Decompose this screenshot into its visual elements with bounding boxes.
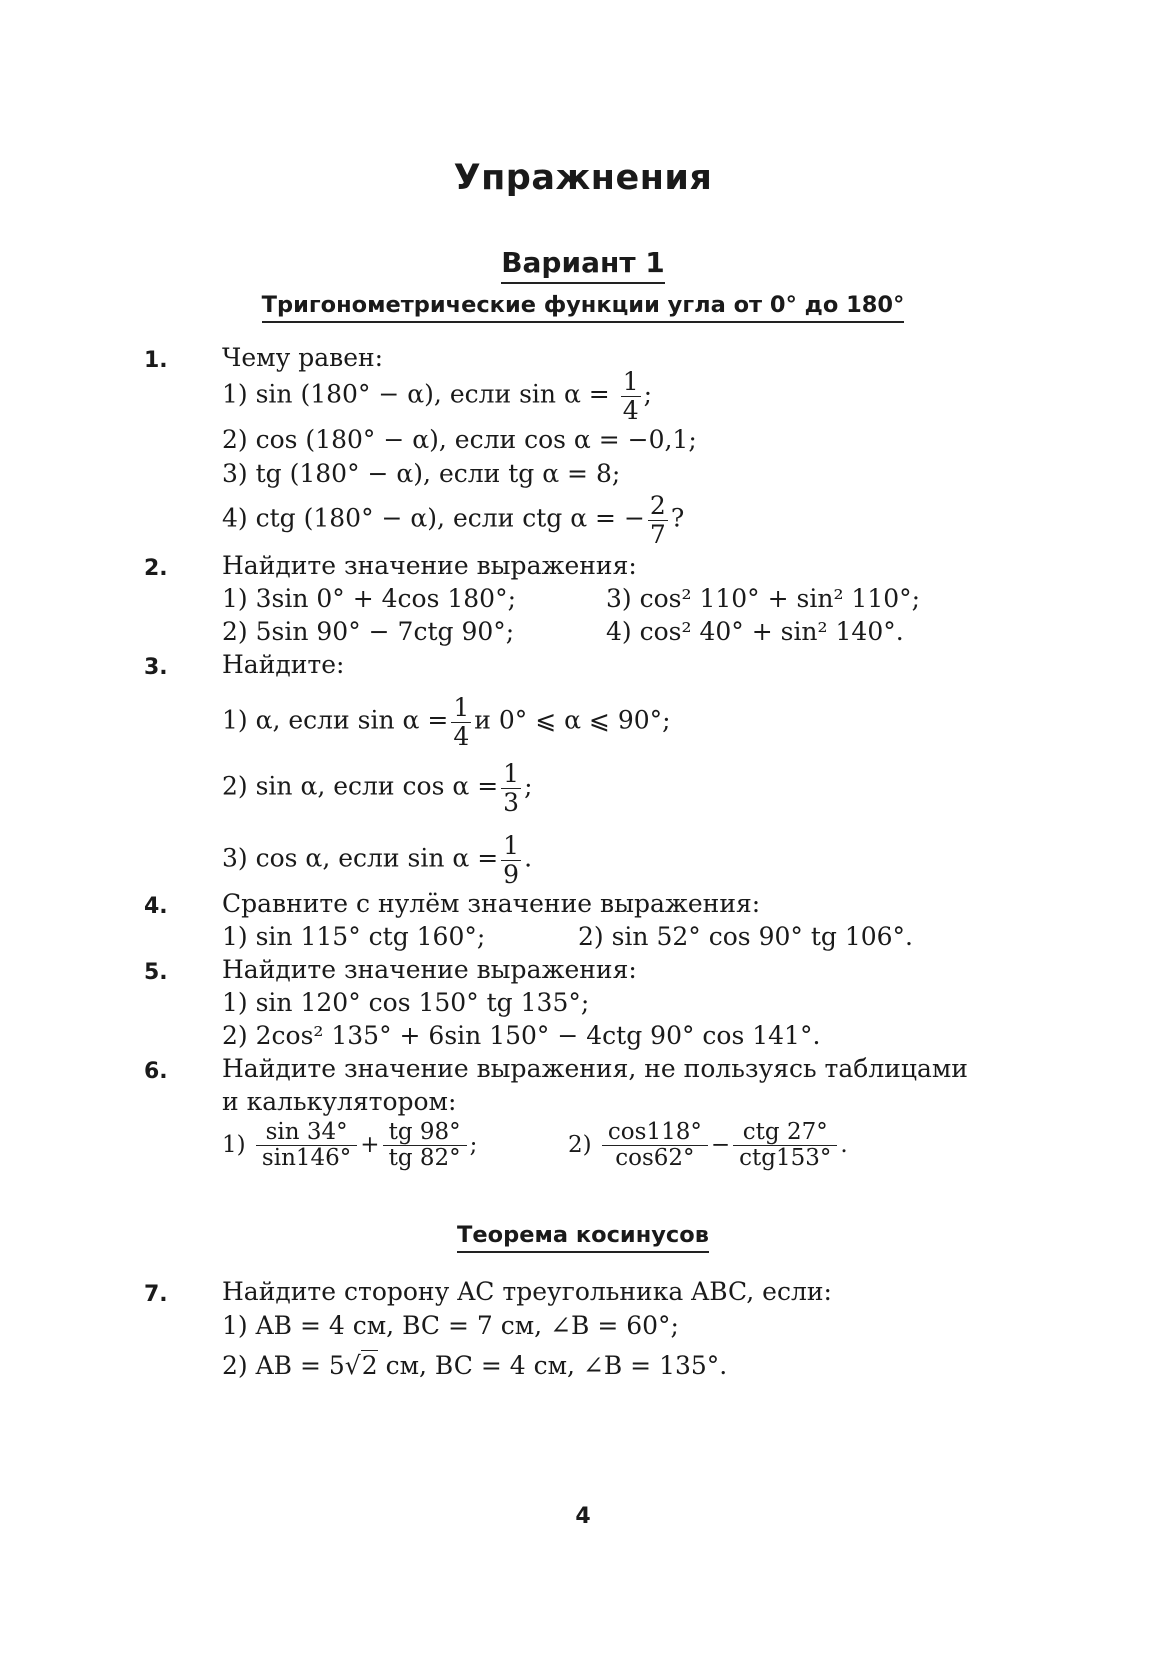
exercise-7-item-1: 1) AB = 4 см, BC = 7 см, ∠B = 60°; (222, 1311, 679, 1340)
exercise-1-item-1: 1) sin (180° − α), если sin α = $\frac{1}{4}$ ; (222, 367, 653, 425)
fraction: $\frac{\cos 118^\circ}{\cos 62^\circ}$ (602, 1120, 708, 1172)
exercise-5-intro: Найдите значение выражения: (222, 955, 637, 984)
exercise-3-item-1: 1) α, если sin α = $\frac{1}{4}$ и 0° ⩽ α ⩽ 90°; (222, 693, 671, 751)
exercise-5-item-2: 2) 2cos² 135° + 6sin 150° − 4ctg 90° cos 141°. (222, 1021, 821, 1050)
exercise-5-item-1: 1) sin 120° cos 150° tg 135°; (222, 988, 590, 1017)
section-heading-cosine (0, 1222, 1166, 1248)
fraction: $\frac{1}{9}$ (503, 831, 520, 889)
exercise-1-intro: Чему равен: (222, 343, 384, 372)
exercise-1-item-3: 3) tg (180° − α), если tg α = 8; (222, 459, 621, 488)
exercise-2-item-1: 1) 3sin 0° + 4cos 180°; (222, 584, 517, 613)
exercise-1-item-2: 2) cos (180° − α), если cos α = −0,1; (222, 425, 697, 454)
section-label: Теорема косинусов (457, 1222, 709, 1253)
exercise-2-item-4: 4) cos² 40° + sin² 140°. (606, 617, 904, 646)
page-number: 4 (575, 1504, 591, 1529)
exercise-6-intro-line-2: и калькулятором: (222, 1087, 457, 1116)
exercise-6-intro-line-1: Найдите значение выражения, не пользуясь таблицами (222, 1054, 968, 1083)
fraction: $\frac{\sin 34^\circ}{\sin 146^\circ}$ (256, 1120, 357, 1172)
fraction: $\frac{\text{ctg 27°}}{\text{ctg153°}}$ (733, 1120, 837, 1172)
exercise-number: 5. (144, 960, 168, 985)
fraction: $\frac{1}{4}$ (453, 693, 470, 751)
exercise-6-item-2: 2) $\frac{\cos 118^\circ}{\cos 62^\circ}$ − $\frac{\text{ctg 27°}}{\text{ctg153°}}$ . (568, 1119, 848, 1172)
section-label: Тригонометрические функции угла от 0° до 180° (262, 292, 905, 323)
exercise-number: 7. (144, 1282, 168, 1307)
exercise-number: 3. (144, 655, 168, 680)
exercise-4-item-1: 1) sin 115° ctg 160°; (222, 922, 486, 951)
exercise-2-intro: Найдите значение выражения: (222, 551, 637, 580)
exercise-2-item-2: 2) 5sin 90° − 7ctg 90°; (222, 617, 515, 646)
exercise-number: 2. (144, 556, 168, 581)
exercise-3-intro: Найдите: (222, 650, 345, 679)
exercise-4-item-2: 2) sin 52° cos 90° tg 106°. (578, 922, 913, 951)
exercise-1-item-4: 4) ctg (180° − α), если ctg α = − $\frac{2}{7}$ ? (222, 491, 685, 549)
fraction: $\frac{1}{4}$ (622, 367, 639, 425)
exercise-4-intro: Сравните с нулём значение выражения: (222, 889, 761, 918)
fraction: $\frac{2}{7}$ (649, 491, 666, 549)
page-title: Упражнения (453, 158, 713, 198)
section-heading-trig (0, 292, 1166, 318)
fraction: $\frac{tg 98^\circ}{tg 82^\circ}$ (383, 1120, 467, 1172)
exercise-7-item-2: 2) AB = 5√2 см, BC = 4 см, ∠B = 135°. (222, 1351, 728, 1380)
exercise-6-item-1: 1) $\frac{\sin 34^\circ}{\sin 146^\circ}$ + $\frac{tg 98^\circ}{tg 82^\circ}$ ; (222, 1119, 478, 1172)
variant-heading (0, 246, 1166, 279)
sqrt-radicand: 2 (361, 1351, 378, 1380)
exercise-3-item-3: 3) cos α, если sin α = $\frac{1}{9}$ . (222, 831, 533, 889)
exercise-7-intro: Найдите сторону AC треугольника ABC, если: (222, 1277, 832, 1306)
exercise-3-item-2: 2) sin α, если cos α = $\frac{1}{3}$ ; (222, 759, 533, 817)
variant-label: Вариант 1 (501, 246, 665, 284)
exercise-number: 1. (144, 348, 168, 373)
fraction: $\frac{1}{3}$ (503, 759, 520, 817)
exercise-number: 6. (144, 1059, 168, 1084)
exercise-number: 4. (144, 894, 168, 919)
exercise-2-item-3: 3) cos² 110° + sin² 110°; (606, 584, 921, 613)
